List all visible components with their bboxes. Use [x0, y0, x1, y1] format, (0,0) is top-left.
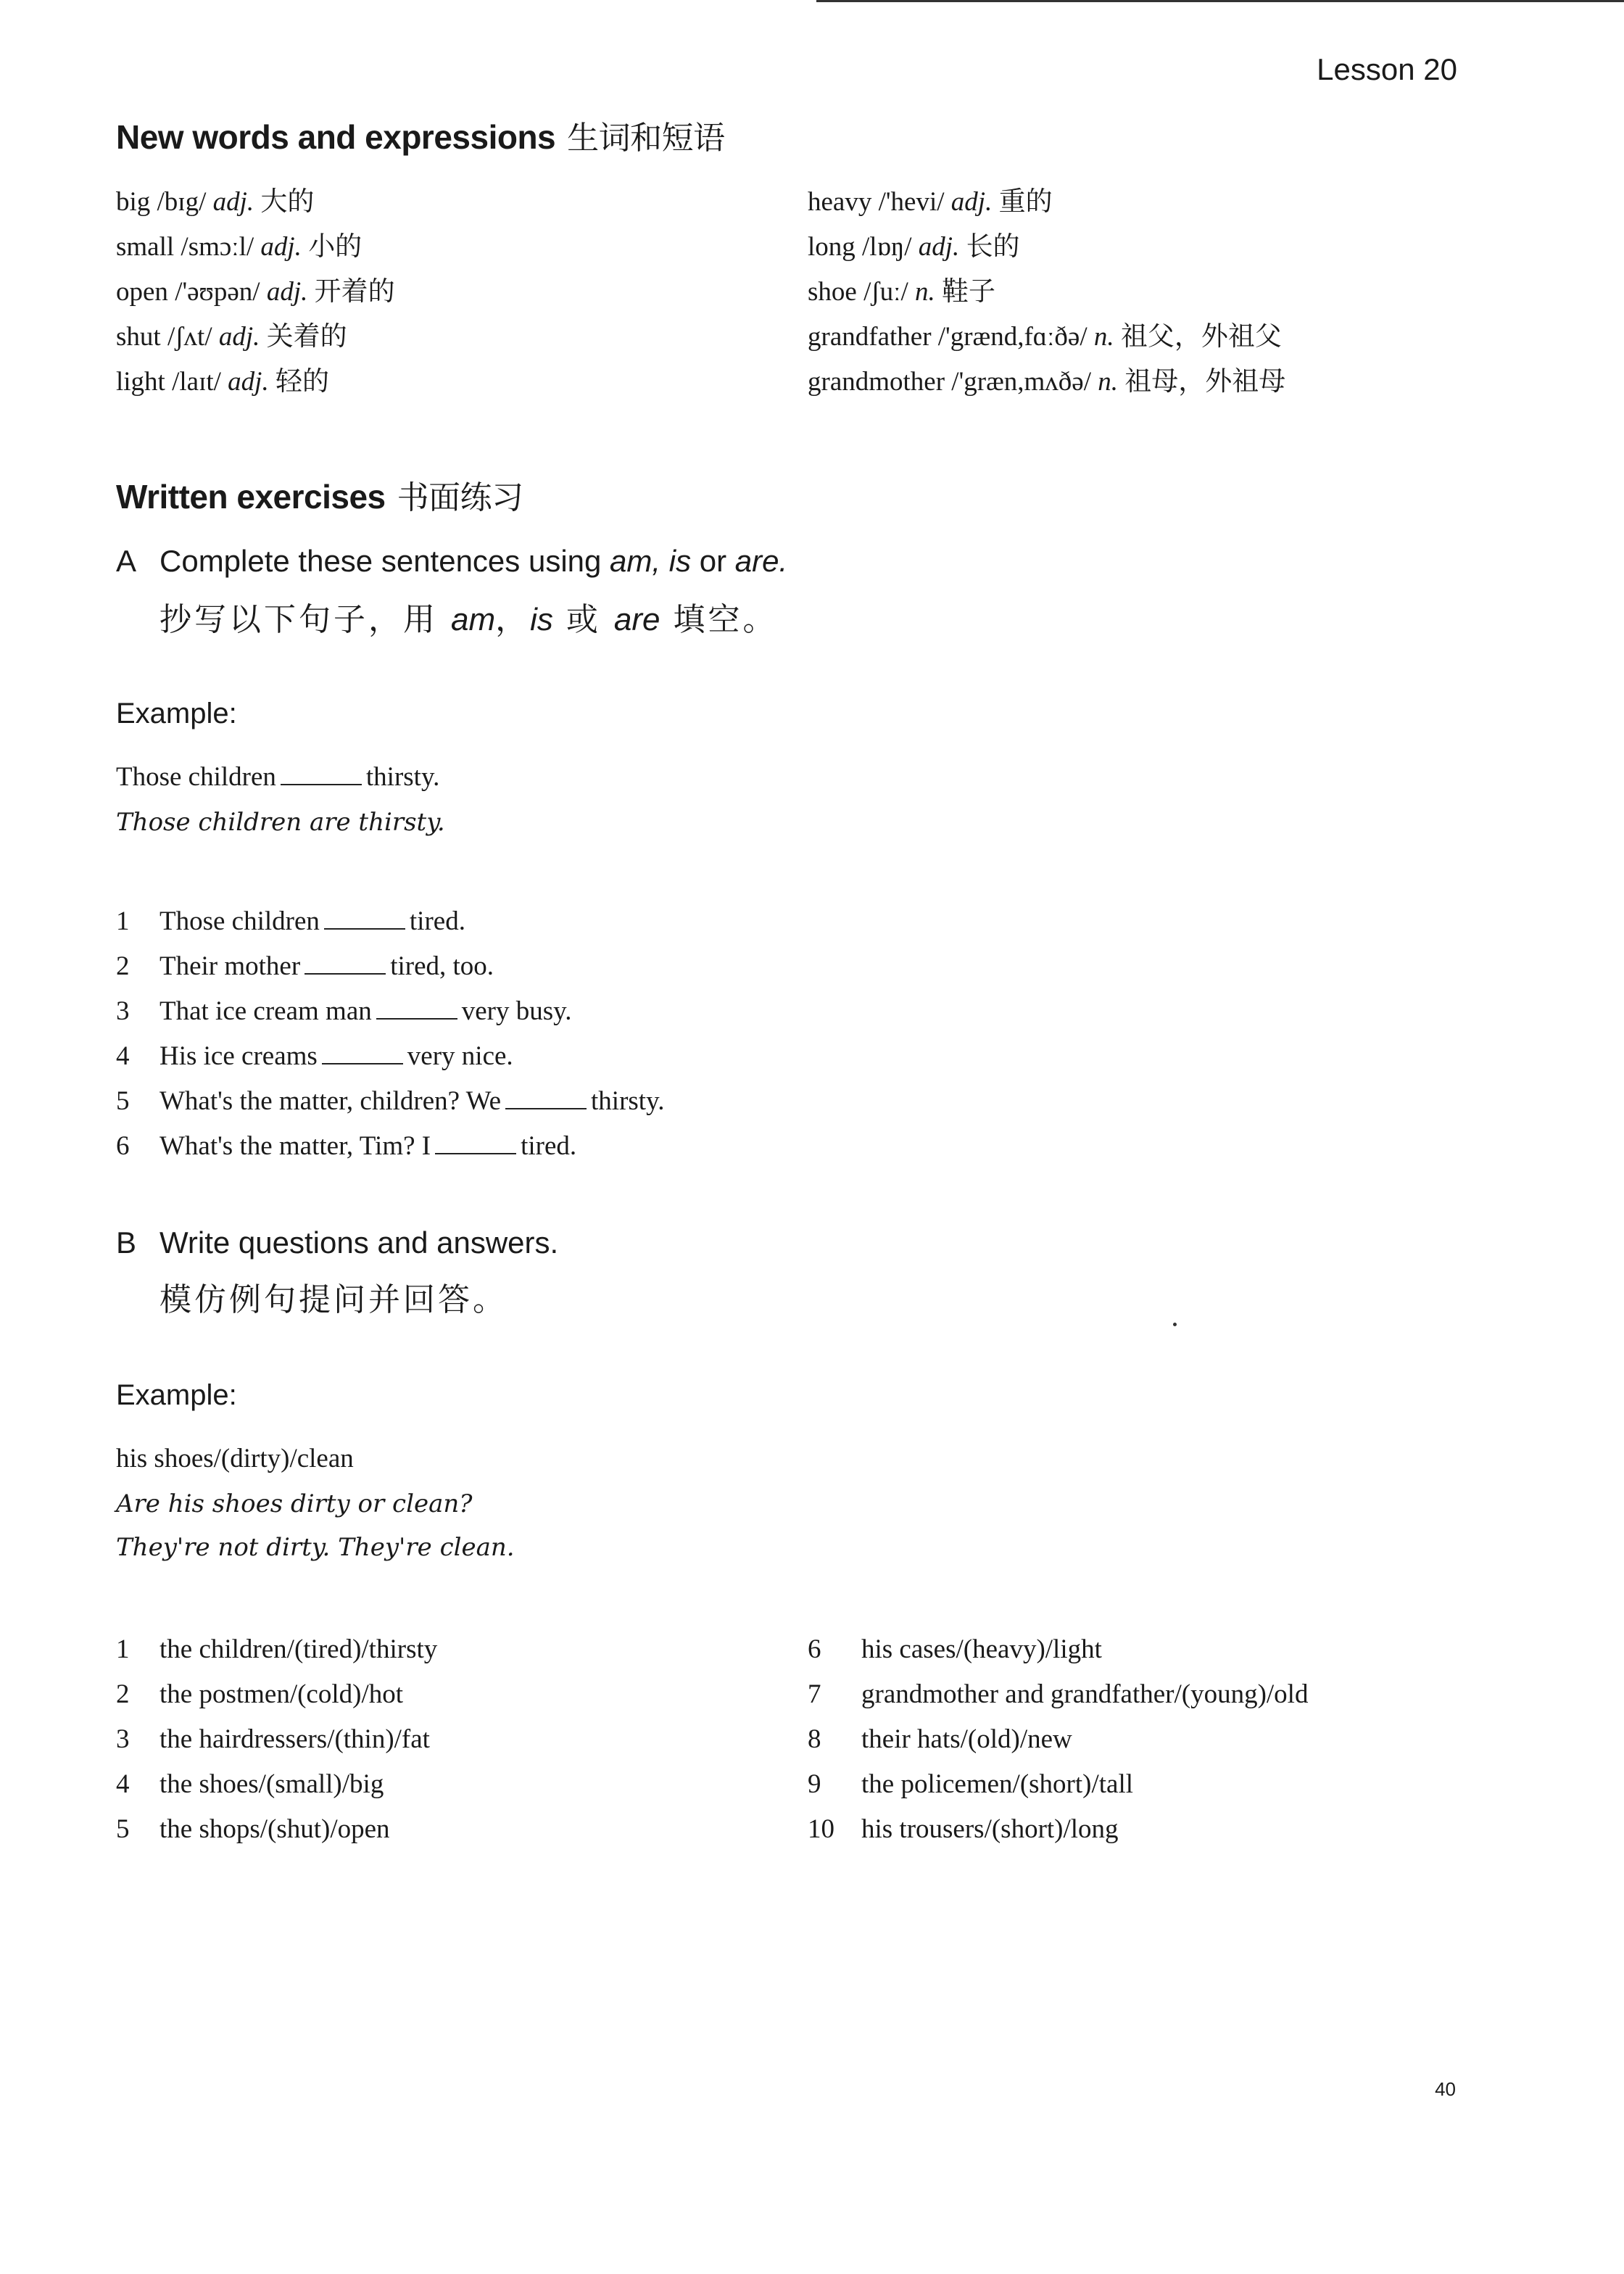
written-heading-cn: 书面练习 [397, 479, 523, 516]
vocab-entry: open /'əʊpən/ adj. 开着的 [116, 277, 395, 307]
example-question: Those children thirsty. [116, 762, 440, 792]
exercise-a-list [116, 899, 664, 1169]
exercise-b-right-list [808, 1627, 1308, 1852]
list-item: 3 That ice cream man very busy. [116, 996, 572, 1026]
top-rule [816, 0, 1624, 2]
example-answer: They're not dirty. They're clean. [116, 1533, 515, 1562]
vocab-entry: grandfather /'grænd,fɑːðə/ n. 祖父，外祖父 [808, 322, 1282, 352]
exercise-b-instruction-cn: 模仿例句提问并回答。 [160, 1281, 508, 1318]
list-item: 10 his trousers/(short)/long [808, 1814, 1119, 1844]
list-item: 2 Their mother tired, too. [116, 951, 494, 981]
list-item: 5 What's the matter, children? We thirsty. [116, 1086, 665, 1116]
vocab-heading [116, 112, 725, 158]
answer-blank [281, 768, 362, 785]
list-item: 8 their hats/(old)/new [808, 1724, 1072, 1754]
answer-blank [324, 912, 405, 930]
example-label: Example: [116, 698, 237, 729]
exercise-a-instruction-cn: 抄写以下句子，用 am，is 或 are 填空。 [160, 601, 778, 638]
list-item: 7 grandmother and grandfather/(young)/old [808, 1679, 1309, 1709]
example-question: Are his shoes dirty or clean? [116, 1489, 473, 1518]
lesson-label: Lesson 20 [1317, 52, 1457, 86]
vocab-entry: small /smɔːl/ adj. 小的 [116, 232, 362, 262]
answer-blank [435, 1137, 516, 1154]
scan-speck [1173, 1323, 1177, 1326]
vocab-entry: long /lɒŋ/ adj. 长的 [808, 232, 1020, 262]
vocab-entry: grandmother /'græn,mʌðə/ n. 祖母，外祖母 [808, 367, 1286, 397]
exercise-a-instruction: A Complete these sentences using am, is or are. [116, 544, 788, 578]
vocab-entry: heavy /'hevi/ adj. 重的 [808, 187, 1053, 217]
vocab-heading-cn: 生词和短语 [567, 120, 725, 157]
list-item: 2 the postmen/(cold)/hot [116, 1679, 404, 1709]
exercise-b-left-list [116, 1627, 437, 1852]
example-prompt: his shoes/(dirty)/clean [116, 1444, 354, 1473]
list-item: 4 His ice creams very nice. [116, 1041, 513, 1071]
vocab-entry: light /laɪt/ adj. 轻的 [116, 367, 329, 397]
example-answer: Those children are thirsty. [116, 808, 445, 837]
answer-blank [304, 957, 386, 975]
answer-blank [505, 1092, 587, 1109]
vocab-entry: shoe /ʃuː/ n. 鞋子 [808, 277, 995, 307]
exercise-letter: A [116, 544, 137, 578]
list-item: 6 What's the matter, Tim? I tired. [116, 1131, 577, 1161]
vocab-heading-en: New words and expressions [116, 118, 556, 156]
list-item: 9 the policemen/(short)/tall [808, 1769, 1134, 1799]
list-item: 6 his cases/(heavy)/light [808, 1634, 1102, 1664]
written-heading-en: Written exercises [116, 478, 386, 516]
list-item: 1 Those children tired. [116, 906, 465, 936]
vocab-entry: shut /ʃʌt/ adj. 关着的 [116, 322, 347, 352]
exercise-letter: B [116, 1225, 137, 1260]
answer-blank [322, 1047, 403, 1064]
written-heading [116, 471, 523, 518]
page-number: 40 [1435, 2078, 1456, 2100]
vocab-left-column [116, 180, 395, 405]
list-item: 1 the children/(tired)/thirsty [116, 1634, 438, 1664]
exercise-b-instruction: B Write questions and answers. [116, 1225, 559, 1260]
vocab-entry: big /bɪg/ adj. 大的 [116, 187, 315, 217]
vocab-right-column [808, 180, 1285, 405]
list-item: 3 the hairdressers/(thin)/fat [116, 1724, 430, 1754]
list-item: 5 the shops/(shut)/open [116, 1814, 390, 1844]
answer-blank [376, 1002, 457, 1020]
example-label: Example: [116, 1379, 237, 1411]
list-item: 4 the shoes/(small)/big [116, 1769, 384, 1799]
